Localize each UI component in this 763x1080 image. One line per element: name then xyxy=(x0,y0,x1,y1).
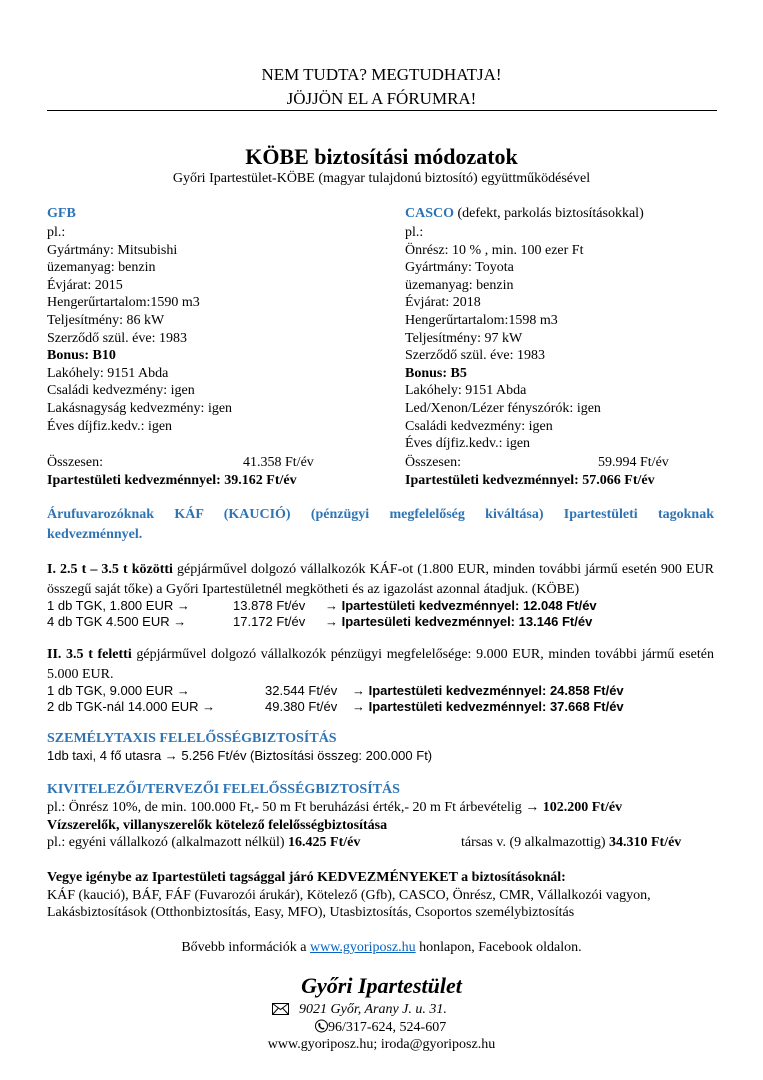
casco-heading xyxy=(405,206,644,222)
casco-total-value: 59.994 Ft/év xyxy=(598,455,669,470)
header-line-1: NEM TUDTA? MEGTUDHATJA! xyxy=(261,65,502,84)
phone-icon xyxy=(315,1019,328,1038)
footer-web-email[interactable]: www.gyoriposz.hu; iroda@gyoriposz.hu xyxy=(267,1037,496,1052)
more-info-before: Bővebb információk a xyxy=(181,940,310,955)
casco-line: Led/Xenon/Lézer fényszórók: igen xyxy=(405,401,601,416)
casco-line: Bonus: B5 xyxy=(405,365,467,381)
kaf-row-4a: 2 db TGK-nál 14.000 EUR → xyxy=(47,699,216,714)
kaf-row-2c: → Ipartesületi kedvezménnyel: 13.146 Ft/év xyxy=(325,614,593,629)
gfb-line: üzemanyag: benzin xyxy=(47,260,156,276)
website-link[interactable]: www.gyoriposz.hu xyxy=(310,940,416,955)
divider xyxy=(47,110,717,111)
more-info-after: honlapon, Facebook oldalon. xyxy=(415,940,582,955)
casco-line: üzemanyag: benzin xyxy=(405,277,514,293)
gfb-line: Éves díjfiz.kedv.: igen xyxy=(47,418,173,434)
footer-org: Győri Ipartestület xyxy=(301,973,462,998)
benefits-heading: Vegye igénybe az Ipartestületi tagsággal járó KEDVEZMÉNYEKET a biztosításoknál: xyxy=(47,870,566,885)
gfb-heading: GFB xyxy=(47,206,76,221)
kivitelezo-line-1-text: pl.: Önrész 10%, de min. 100.000 Ft,- 50 m Ft beruházási érték,- 20 m Ft árbevételig → xyxy=(47,800,540,815)
kaf-row-1c: → Ipartestületi kedvezménnyel: 12.048 Ft/év xyxy=(325,598,597,613)
gfb-discount: Ipartestületi kedvezménnyel: 39.162 Ft/év xyxy=(47,473,297,488)
kivitelezo-line-3-b-price: 34.310 Ft/év xyxy=(608,835,682,850)
kaf-p1-range: I. 2.5 t – 3.5 t közötti xyxy=(47,562,173,577)
kaf-row-2a: 4 db TGK 4.500 EUR → xyxy=(47,614,187,629)
gfb-total-label: Összesen: xyxy=(47,455,103,470)
kaf-p1-text: gépjárművel dolgozó vállalkozók KÁF-ot (1.800 EUR, minden további jármű esetén 900 EUR összegű saját tőke) a Győri Ipartestületnél megkötheti és az igazolást azonnal átadjuk. (KÖBE) xyxy=(47,562,714,597)
kaf-row-1b: 13.878 Ft/év xyxy=(233,598,306,613)
kaf-row-4b: 49.380 Ft/év xyxy=(265,699,338,714)
casco-line: Teljesítmény: 97 kW xyxy=(405,330,523,346)
gfb-total-value: 41.358 Ft/év xyxy=(243,455,314,470)
envelope-icon xyxy=(272,1003,289,1020)
taxi-line: 1db taxi, 4 fő utasra → 5.256 Ft/év (Biztosítási összeg: 200.000 Ft) xyxy=(47,748,433,763)
casco-discount: Ipartestületi kedvezménnyel: 57.066 Ft/év xyxy=(405,473,655,488)
footer-address xyxy=(272,1002,447,1020)
kaf-row-3c: → Ipartestületi kedvezménnyel: 24.858 Ft/év xyxy=(352,683,624,698)
kaf-heading: Árufuvarozóknak KÁF (KAUCIÓ) (pénzügyi megfelelőség kiváltása) Ipartestületi tagoknak kedvezménnyel. xyxy=(47,507,714,542)
casco-line: Gyártmány: Toyota xyxy=(405,260,514,276)
page-title: KÖBE biztosítási módozatok xyxy=(245,144,518,169)
kivitelezo-line-1-price: 102.200 Ft/év xyxy=(542,800,623,815)
gfb-line: Évjárat: 2015 xyxy=(47,277,123,293)
kivitelezo-line-1 xyxy=(47,800,622,816)
footer-phone-text: 96/317-624, 524-607 xyxy=(328,1020,447,1035)
kaf-row-4c: → Ipartestületi kedvezménnyel: 37.668 Ft/év xyxy=(352,699,624,714)
kaf-row-3b: 32.544 Ft/év xyxy=(265,683,338,698)
kaf-row-1a: 1 db TGK, 1.800 EUR → xyxy=(47,598,190,613)
casco-heading-note: (defekt, parkolás biztosításokkal) xyxy=(454,206,644,221)
casco-line: Hengerűrtartalom:1598 m3 xyxy=(405,313,558,328)
gfb-line: pl.: xyxy=(47,225,66,240)
kaf-p2-range: II. 3.5 t feletti xyxy=(47,647,132,662)
kaf-row-2b: 17.172 Ft/év xyxy=(233,614,306,629)
gfb-line: Hengerűrtartalom:1590 m3 xyxy=(47,295,200,311)
page-subtitle: Győri Ipartestület-KÖBE (magyar tulajdonú biztosító) együttműködésével xyxy=(172,171,591,186)
kaf-paragraph-1 xyxy=(47,560,714,600)
gfb-line: Gyártmány: Mitsubishi xyxy=(47,242,178,258)
kivitelezo-line-3-b: társas v. (9 alkalmazottig) xyxy=(461,835,606,850)
kivitelezo-line-3 xyxy=(47,835,360,851)
benefits-line-2: KÁF (kaució), BÁF, FÁF (Fuvarozói árukár), Kötelező (Gfb), CASCO, Önrész, CMR, Vállalkozói vagyon, xyxy=(47,888,651,903)
kaf-p2-text: gépjárművel dolgozó vállalkozók pénzügyi megfelelősége: 9.000 EUR, minden további jármű esetén 5.000 EUR. xyxy=(47,647,714,682)
casco-line: Önrész: 10 % , min. 100 ezer Ft xyxy=(405,242,584,258)
gfb-line: Teljesítmény: 86 kW xyxy=(47,313,165,328)
taxi-heading: SZEMÉLYTAXIS FELELŐSSÉGBIZTOSÍTÁS xyxy=(47,731,337,746)
footer-phone xyxy=(315,1019,446,1038)
kivitelezo-line-3-a: pl.: egyéni vállalkozó (alkalmazott nélkül) xyxy=(47,835,285,850)
kaf-row-3a: 1 db TGK, 9.000 EUR → xyxy=(47,683,190,698)
more-info xyxy=(0,940,763,956)
casco-total-label: Összesen: xyxy=(405,455,461,470)
header-line-2: JÖJJÖN EL A FÓRUMRA! xyxy=(286,89,477,108)
casco-line: Évjárat: 2018 xyxy=(405,295,481,311)
casco-line: pl.: xyxy=(405,225,424,240)
kivitelezo-line-3-a-price: 16.425 Ft/év xyxy=(288,835,361,850)
casco-heading-label: CASCO xyxy=(405,206,455,221)
kivitelezo-heading: KIVITELEZŐI/TERVEZŐI FELELŐSSÉGBIZTOSÍTÁS xyxy=(47,782,400,797)
footer-address-text: 9021 Győr, Arany J. u. 31. xyxy=(299,1002,447,1017)
gfb-line: Családi kedvezmény: igen xyxy=(47,383,195,399)
kaf-paragraph-2 xyxy=(47,645,714,685)
benefits-line-3: Lakásbiztosítások (Otthonbiztosítás, Easy, MFO), Utasbiztosítás, Csoportos személybiztosítás xyxy=(47,905,575,920)
gfb-line: Szerződő szül. éve: 1983 xyxy=(47,330,187,346)
casco-line: Családi kedvezmény: igen xyxy=(405,418,553,434)
casco-line: Éves díjfiz.kedv.: igen xyxy=(405,436,531,452)
casco-line: Szerződő szül. éve: 1983 xyxy=(405,348,545,364)
kivitelezo-line-3b xyxy=(461,835,681,851)
casco-line: Lakóhely: 9151 Abda xyxy=(405,383,527,399)
gfb-line: Lakásnagyság kedvezmény: igen xyxy=(47,401,233,416)
kivitelezo-line-2: Vízszerelők, villanyszerelők kötelező felelősségbiztosítása xyxy=(47,818,388,833)
gfb-line: Bonus: B10 xyxy=(47,348,116,364)
gfb-line: Lakóhely: 9151 Abda xyxy=(47,365,169,381)
